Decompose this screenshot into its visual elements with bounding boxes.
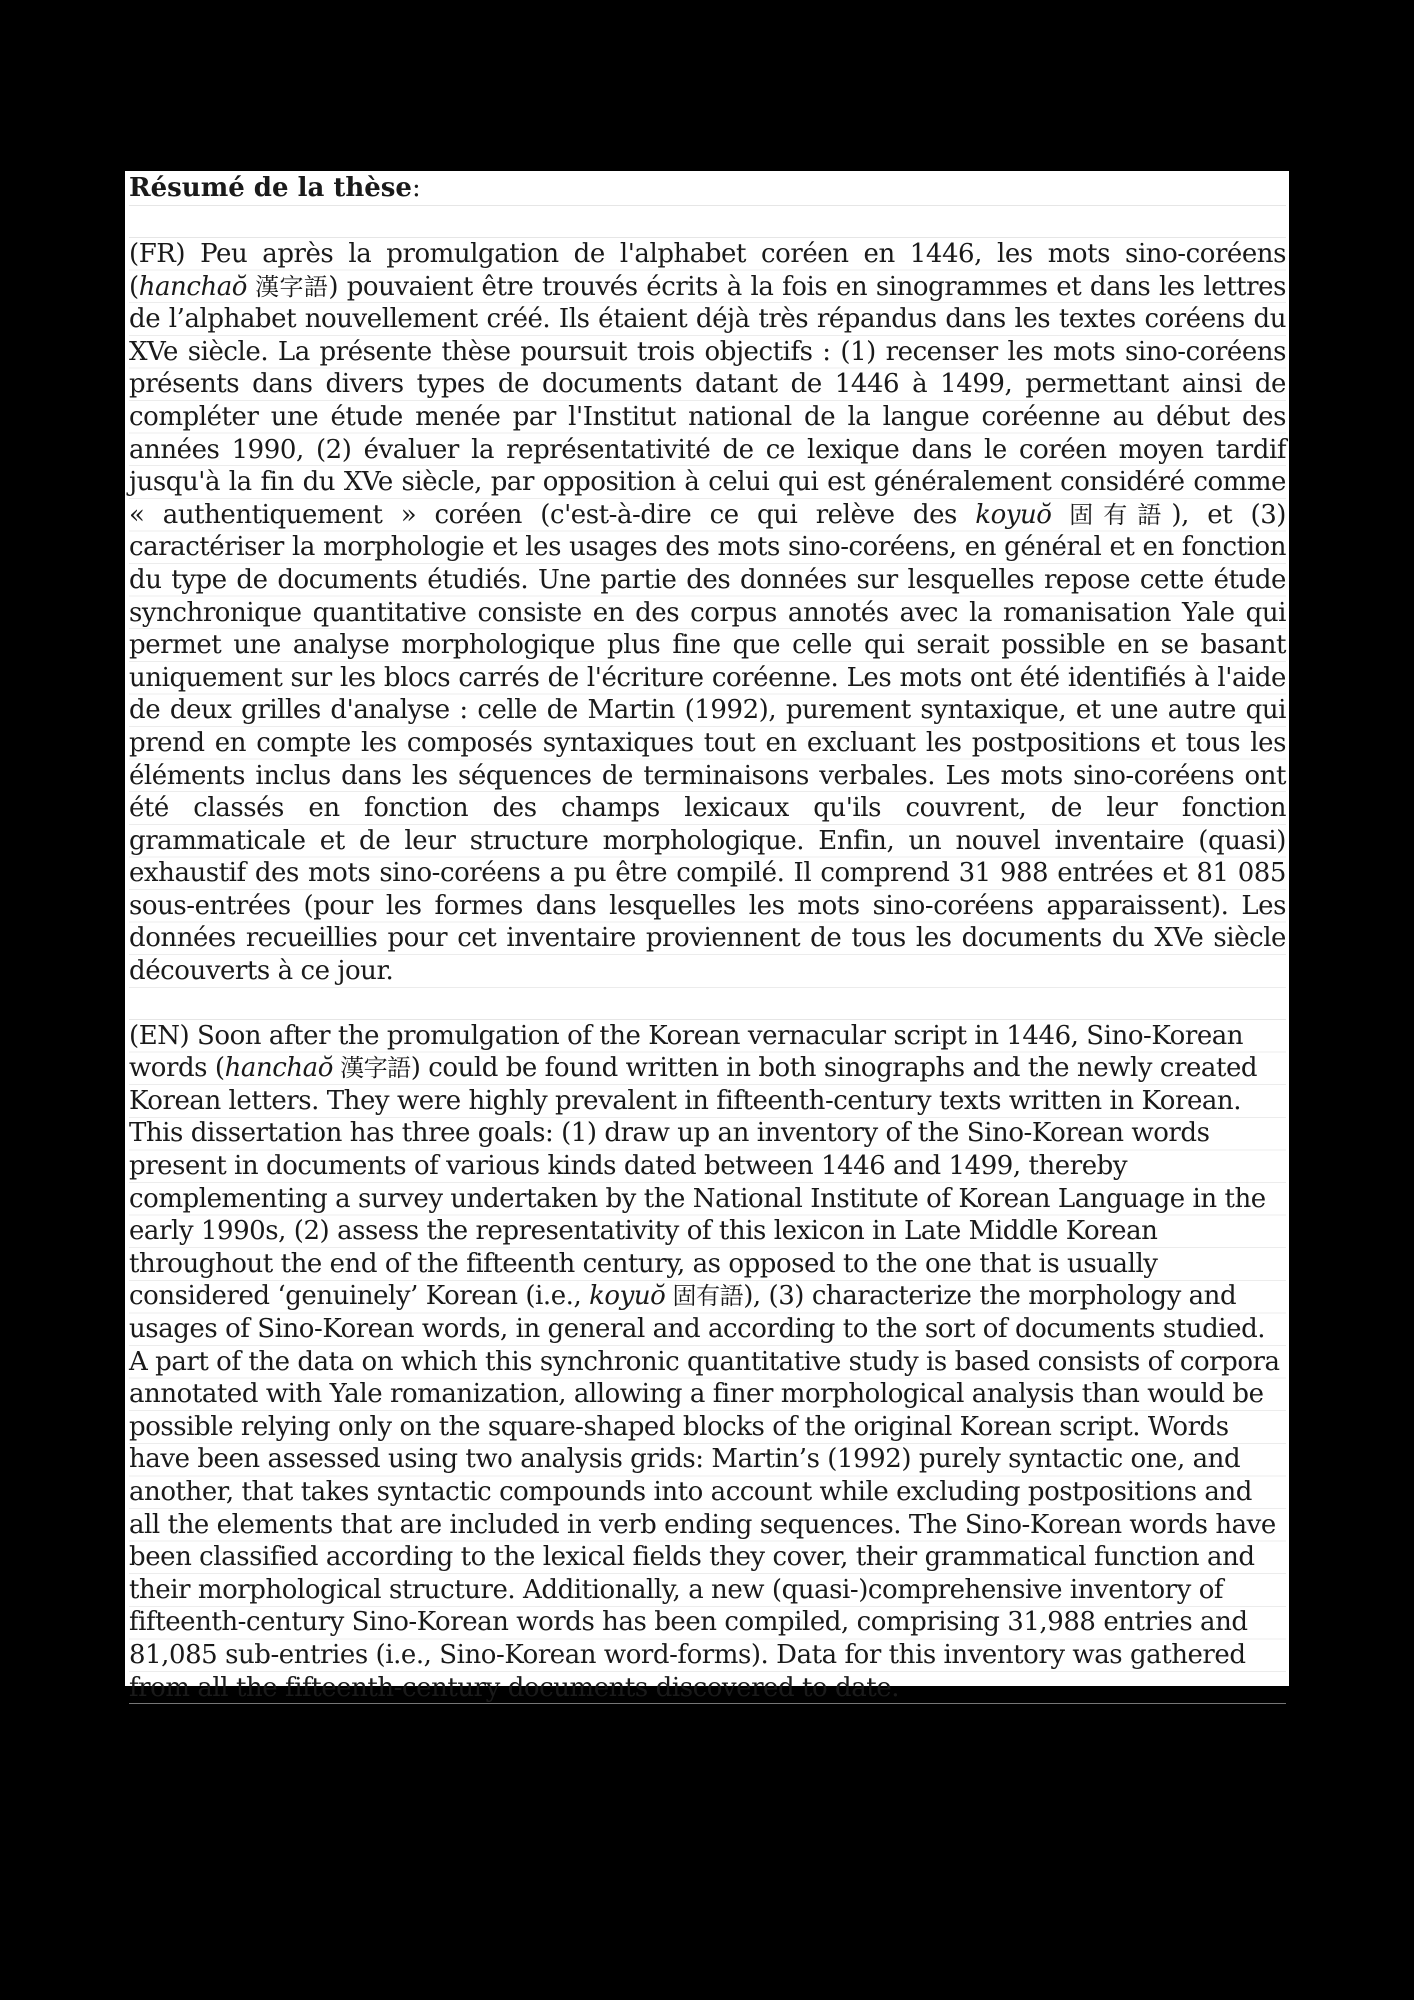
fr-text-part-2: ) pouvaient être trouvés écrits à la fois en sinogrammes et dans les lettres de l’alphabet nouvellement créé. Ils étaient déjà très répandus dans les textes coréens du XVe siècle. La présente thèse poursuit trois objectifs : (1) recenser les mots sino-coréens présents dans divers types de documents datant de 1446 à 1499, permettant ainsi de compléter une étude menée par l'Institut national de la langue coréenne au début des années 1990, (2) évaluer la représentativité de ce lexique dans le coréen moyen tardif jusqu'à la fin du XVe siècle, par opposition à celui qui est généralement considéré comme « authentiquement » coréen (c'est-à-dire ce qui relève des [129, 271, 1286, 530]
en-text-part-2: ) could be found written in both sinographs and the newly created Korean letters. They were highly prevalent in fifteenth-century texts written in Korean. This dissertation has three goals: (1) draw up an inventory of the Sino-Korean words present in documents of various kinds dated between 1446 and 1499, thereby complementing a survey undertaken by the National Institute of Korean Language in the early 1990s, (2) assess the representativity of this lexicon in Late Middle Korean throughout the end of the fifteenth century, as opposed to the one that is usually considered ‘genuinely’ Korean (i.e., [129, 1053, 1266, 1312]
fr-term-koyuo: koyuŏ [975, 499, 1052, 530]
fr-text-part-1: (FR) Peu après la promulgation de l'alphabet coréen en 1446, les mots sino-coréens ( [129, 239, 1286, 302]
document-page [125, 171, 1289, 1703]
title-colon: : [411, 173, 421, 203]
en-term-hanchao-hanja: 漢字語 [332, 1054, 411, 1083]
en-text-part-3: ), (3) characterize the morphology and usages of Sino-Korean words, in general and according to the sort of documents studied. A part of the data on which this synchronic quantitative study is based consists of corpora annotated with Yale romanization, allowing a finer morphological analysis than would be possible relying only on the square-shaped blocks of the original Korean script. Words have been assessed using two analysis grids: Martin’s (1992) purely syntactic one, and another, that takes syntactic compounds into account while excluding postpositions and all the elements that are included in verb ending sequences. The Sino-Korean words have been classified according to the lexical fields they cover, their grammatical function and their morphological structure. Additionally, a new (quasi-)comprehensive inventory of fifteenth-century Sino-Korean words has been compiled, comprising 31,988 entries and 81,085 sub-entries (i.e., Sino-Korean word-forms). Data for this inventory was gathered from all the fifteenth-century documents discovered to date. [129, 1281, 1280, 1703]
abstract-english [129, 1020, 1286, 1704]
spacer-row [129, 206, 1286, 238]
page-title: Résumé de la thèse [129, 173, 412, 203]
fr-term-koyuo-hanja: 固有語 [1051, 500, 1172, 529]
spacer-row [129, 988, 1286, 1020]
abstract-french [129, 238, 1286, 988]
fr-term-hanchao: hanchaŏ [138, 271, 248, 302]
en-text-part-1: (EN) Soon after the promulgation of the Korean vernacular script in 1446, Sino-Korean words ( [129, 1020, 1244, 1084]
fr-text-part-3: ), et (3) caractériser la morphologie et les usages des mots sino-coréens, en général et en fonction du type de documents étudiés. Une partie des données sur lesquelles repose cette étude synchronique quantitative consiste en des corpus annotés avec la romanisation Yale qui permet une analyse morphologique plus fine que celle qui serait possible en se basant uniquement sur les blocs carrés de l'écriture coréenne. Les mots ont été identifiés à l'aide de deux grilles d'analyse : celle de Martin (1992), purement syntaxique, et une autre qui prend en compte les composés syntaxiques tout en excluant les postpositions et tous les éléments inclus dans les séquences de terminaisons verbales. Les mots sino-coréens ont été classés en fonction des champs lexicaux qu'ils couvrent, de leur fonction grammaticale et de leur structure morphologique. Enfin, un nouvel inventaire (quasi) exhaustif des mots sino-coréens a pu être compilé. Il comprend 31 988 entrées et 81 085 sous-entrées (pour les formes dans lesquelles les mots sino-coréens apparaissent). Les données recueillies pour cet inventaire proviennent de tous les documents du XVe siècle découverts à ce jour. [129, 499, 1286, 987]
en-term-koyuo-hanja: 固有語 [665, 1282, 744, 1311]
title-row [129, 171, 1286, 206]
fr-term-hanchao-hanja: 漢字語 [247, 272, 329, 301]
en-term-hanchao: hanchaŏ [224, 1053, 333, 1084]
en-term-koyuo: koyuŏ [589, 1281, 666, 1312]
